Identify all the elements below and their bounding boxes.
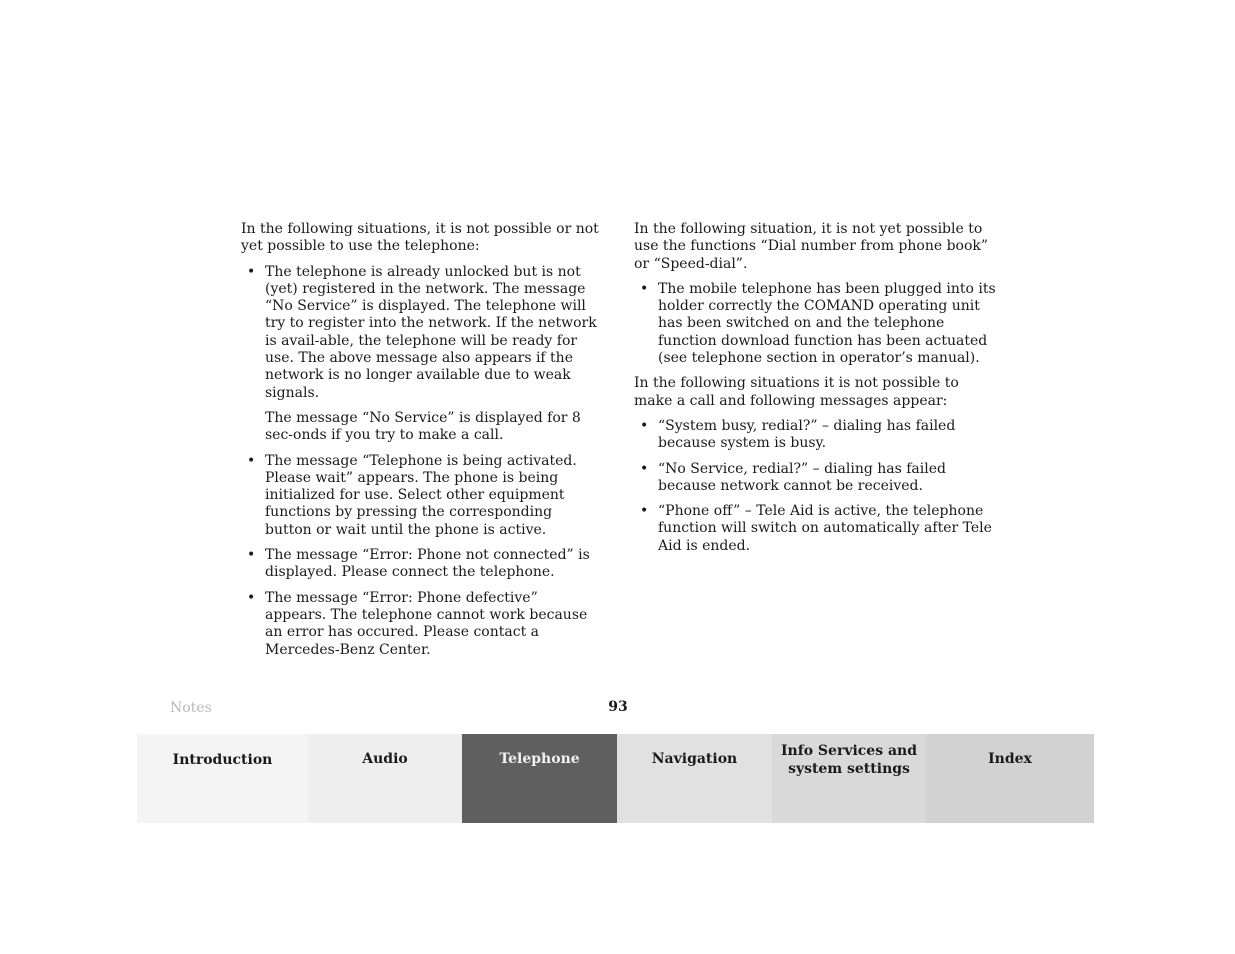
right-intro-2: In the following situations it is not possible to make a call and following messages appear: [634,375,959,409]
right-bullet-list-2 [634,418,996,555]
bullet-icon: • [247,547,256,564]
bullet-text: The telephone is already unlocked but is not (yet) registered in the network. The message “No Service” is displayed. The telephone will try to register into the network. If the network is avail-able, the telephone will be ready for use. The above message also appears if the network is no longer available due to weak signals. [265,263,597,401]
list-item [634,503,996,555]
tab-introduction[interactable] [137,734,308,823]
bullet-icon: • [640,460,649,477]
section-nav [137,734,1094,823]
tab-label: Audio [362,751,408,767]
tab-label: Telephone [499,751,580,767]
left-intro: In the following situations, it is not possible or not yet possible to use the telephone: [241,221,599,255]
right-intro: In the following situation, it is not yet possible to use the functions “Dial number from phone book” or “Speed-dial”. [634,221,989,272]
bullet-text: The message “Error: Phone defective” appears. The telephone cannot work because an error has occured. Please contact a Mercedes-Benz Center. [265,589,588,658]
tab-navigation[interactable] [617,734,772,823]
list-item [241,590,603,659]
bullet-icon: • [247,263,256,280]
bullet-icon: • [640,280,649,297]
bullet-icon: • [640,503,649,520]
bullet-subtext: The message “No Service” is displayed for 8 sec-onds if you try to make a call. [265,409,581,444]
bullet-text: The message “Telephone is being activated. Please wait” appears. The phone is being initialized for use. Select other equipment functions by pressing the corresponding button or wait until the phone is active. [265,452,577,538]
tab-label: Index [988,751,1032,767]
left-bullet-list [241,264,603,659]
bullet-icon: • [247,589,256,606]
tab-index[interactable] [926,734,1094,823]
tab-label: Introduction [172,752,273,768]
list-item [634,281,996,367]
tab-label: Info Services and system settings [780,743,918,777]
bullet-text: The message “Error: Phone not connected” is displayed. Please connect the telephone. [265,547,590,581]
bullet-icon: • [247,452,256,469]
right-bullet-list-1 [634,281,996,367]
bullet-text: “Phone off” – Tele Aid is active, the telephone function will switch on automatically after Tele Aid is ended. [658,503,992,554]
tab-telephone[interactable] [462,734,617,823]
page-number: 93 [608,699,628,715]
bullet-text: “System busy, redial?” – dialing has failed because system is busy. [658,417,956,452]
tab-label: Navigation [651,751,738,767]
list-item [241,453,603,539]
tab-info-services[interactable] [772,734,926,823]
list-item [241,264,603,445]
right-column [634,221,996,563]
list-item [634,418,996,453]
left-column [241,221,603,667]
list-item [241,547,603,582]
tab-audio[interactable] [308,734,462,823]
list-item [634,461,996,496]
notes-label: Notes [170,700,212,716]
bullet-icon: • [640,417,649,434]
bullet-text: The mobile telephone has been plugged into its holder correctly the COMAND operating unit has been switched on and the telephone function download function has been actuated (see telephone section in operator’s manual). [658,280,996,367]
bullet-text: “No Service, redial?” – dialing has failed because network cannot be received. [658,460,946,494]
